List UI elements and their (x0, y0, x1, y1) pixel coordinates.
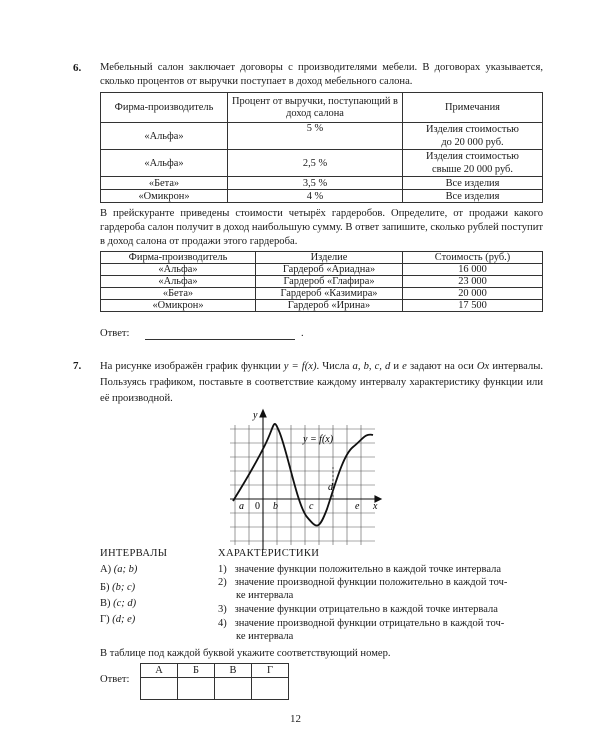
characteristic-item: 1) значение функции положительно в каждой точке интервала (218, 564, 502, 575)
task7-instruction: В таблице под каждой буквой укажите соответствующий номер. (100, 648, 391, 659)
intervals-title: ИНТЕРВАЛЫ (100, 548, 168, 559)
page-number: 12 (290, 713, 301, 725)
table2-cell: 20 000 (403, 288, 543, 300)
graph-point-c: c (309, 501, 314, 512)
answer-col-v: В (215, 664, 252, 678)
table2-header-firm: Фирма-производитель (101, 252, 256, 264)
table1-cell: «Бета» (101, 177, 228, 190)
characteristic-item: 2) значение производной функции положительно в каждой точ- ке интервала (218, 577, 508, 601)
table-row (101, 177, 543, 190)
task6-intro: Мебельный салон заключает договоры с производителями мебели. В договорах указывается, сколько процентов от выручки поступает в доход мебельного салона. (100, 62, 543, 87)
answer-cell-g[interactable] (252, 678, 289, 700)
table1-cell: «Омикрон» (101, 190, 228, 203)
task7-answer-label: Ответ: (100, 674, 130, 685)
table1-header-firm: Фирма-производитель (101, 93, 228, 123)
table2-cell: Гардероб «Ариадна» (256, 264, 403, 276)
interval-item: В) (c; d) (100, 598, 137, 609)
graph-point-a: a (239, 501, 244, 512)
answer-cell-b[interactable] (178, 678, 215, 700)
graph-func-label: y = f(x) (303, 434, 334, 445)
table1-cell: 5 % (228, 123, 403, 150)
answer-col-b: Б (178, 664, 215, 678)
table2-cell: Гардероб «Ирина» (256, 300, 403, 312)
table1-cell: Изделия стоимостью свыше 20 000 руб. (403, 150, 543, 177)
table2-header-price: Стоимость (руб.) (403, 252, 543, 264)
graph-y-label: y (253, 410, 258, 421)
table-row (101, 123, 543, 150)
answer-col-a: А (141, 664, 178, 678)
table2-cell: 16 000 (403, 264, 543, 276)
table1-cell: 3,5 % (228, 177, 403, 190)
graph-x-label: x (373, 501, 378, 512)
task7-number: 7. (73, 360, 82, 372)
table2-cell: 17 500 (403, 300, 543, 312)
table2-cell: Гардероб «Казимира» (256, 288, 403, 300)
table-row (101, 276, 543, 288)
interval-item: Г) (d; e) (100, 614, 136, 625)
task7-answer-table (140, 663, 289, 700)
graph-zero-label: 0 (255, 501, 260, 512)
task6-table1 (100, 92, 543, 203)
table2-header-item: Изделие (256, 252, 403, 264)
table1-cell: 4 % (228, 190, 403, 203)
task7-func: y = f(x) (283, 361, 317, 372)
task6-answer-field[interactable] (145, 339, 295, 340)
table1-header-percent: Процент от выручки, поступающий в доход салона (228, 93, 403, 123)
task7-text: На рисунке изображён график функции y = f(x). Числа a, b, c, d и e задают на оси Ox интервалы. Пользуясь графиком, поставьте в соответствие каждому интервалу характеристику функции или её производной. (100, 361, 544, 404)
interval-item: А) (a; b) (100, 564, 138, 575)
table2-cell: «Альфа» (101, 264, 256, 276)
table2-cell: «Альфа» (101, 276, 256, 288)
graph-axes (230, 410, 381, 550)
characteristics-title: ХАРАКТЕРИСТИКИ (218, 548, 320, 559)
table1-cell: 2,5 % (228, 150, 403, 177)
task6-answer-end: . (301, 328, 304, 339)
task6-number: 6. (73, 62, 82, 74)
interval-item: Б) (b; c) (100, 582, 136, 593)
table-row (101, 300, 543, 312)
task6-answer-label: Ответ: (100, 328, 130, 339)
answer-cell-v[interactable] (215, 678, 252, 700)
table-row (101, 264, 543, 276)
table2-cell: 23 000 (403, 276, 543, 288)
table-row (101, 288, 543, 300)
task7-letters: a, b, c, d (352, 361, 391, 372)
characteristic-item: 3) значение функции отрицательно в каждой точке интервала (218, 604, 498, 615)
characteristic-item: 4) значение производной функции отрицательно в каждой точ- ке интервала (218, 618, 505, 642)
task7-axis: Ox (476, 361, 490, 372)
table2-cell: Гардероб «Глафира» (256, 276, 403, 288)
table1-cell: Изделия стоимостью до 20 000 руб. (403, 123, 543, 150)
table1-cell: «Альфа» (101, 123, 228, 150)
graph-point-d: d (328, 482, 333, 493)
graph-point-e: e (355, 501, 360, 512)
table2-cell: «Омикрон» (101, 300, 256, 312)
task6-question: В прейскуранте приведены стоимости четырёх гардеробов. Определите, от продажи какого гардероба салон получит в доход наибольшую сумму. В ответ запишите, сколько рублей поступит в доход салона от продажи этого гардероба. (100, 208, 543, 247)
table2-cell: «Бета» (101, 288, 256, 300)
task6-table2 (100, 251, 543, 312)
answer-col-g: Г (252, 664, 289, 678)
answer-cell-a[interactable] (141, 678, 178, 700)
table1-header-notes: Примечания (403, 93, 543, 123)
table-row (101, 190, 543, 203)
graph-point-b: b (273, 501, 278, 512)
task7-graph (225, 405, 385, 555)
table1-cell: Все изделия (403, 190, 543, 203)
table-row (101, 150, 543, 177)
table1-cell: «Альфа» (101, 150, 228, 177)
table1-cell: Все изделия (403, 177, 543, 190)
